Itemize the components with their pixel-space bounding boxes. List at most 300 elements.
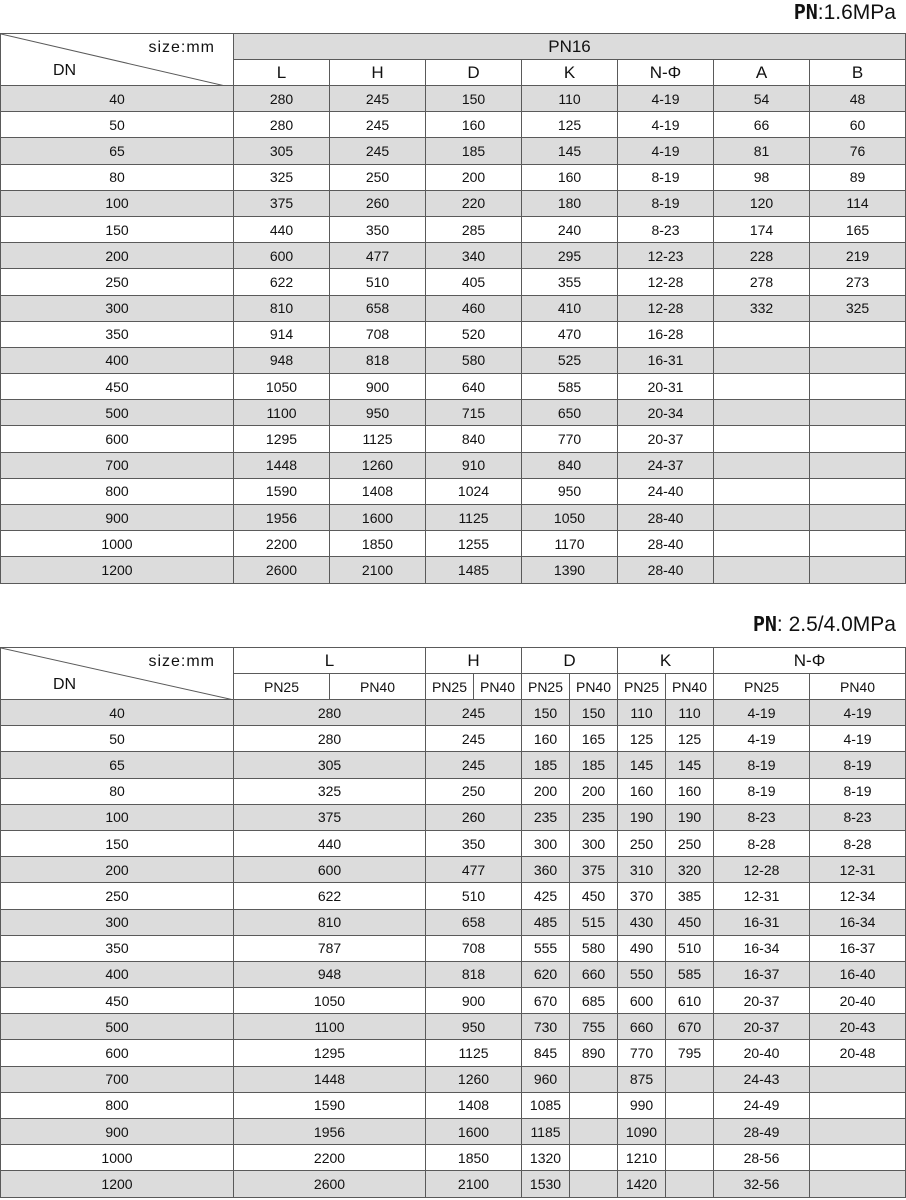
value-cell: 110: [666, 700, 714, 726]
value-cell: 24-40: [618, 478, 714, 504]
table-row: [1, 830, 906, 856]
value-cell: 16-34: [714, 935, 810, 961]
value-cell: [714, 531, 810, 557]
value-cell: 585: [522, 374, 618, 400]
dn-cell: 1000: [1, 531, 234, 557]
dn-cell: 700: [1, 452, 234, 478]
value-cell: 273: [810, 269, 906, 295]
value-cell: 250: [426, 778, 522, 804]
table-row: [1, 1145, 906, 1171]
table-row: [1, 1040, 906, 1066]
value-cell: [666, 1145, 714, 1171]
value-cell: 8-28: [810, 830, 906, 856]
table-row: [1, 138, 906, 164]
value-cell: 185: [570, 752, 618, 778]
table-row: [1, 426, 906, 452]
table-row: [1, 478, 906, 504]
value-cell: 900: [330, 374, 426, 400]
value-cell: 622: [234, 883, 426, 909]
value-cell: 1956: [234, 1119, 426, 1145]
dn-cell: 600: [1, 1040, 234, 1066]
value-cell: [666, 1066, 714, 1092]
value-cell: 430: [618, 909, 666, 935]
value-cell: [666, 1119, 714, 1145]
value-cell: 585: [666, 961, 714, 987]
table-row: [1, 400, 906, 426]
table-row: [1, 531, 906, 557]
value-cell: 4-19: [810, 700, 906, 726]
pn-label: PN: [752, 612, 777, 636]
dn-label: DN: [53, 676, 77, 693]
value-cell: 787: [234, 935, 426, 961]
column-header: L: [234, 648, 426, 674]
value-cell: 165: [570, 726, 618, 752]
dn-cell: 80: [1, 778, 234, 804]
table-row: [1, 1171, 906, 1197]
value-cell: 340: [426, 243, 522, 269]
table-row: [1, 726, 906, 752]
value-cell: 285: [426, 216, 522, 242]
value-cell: 1850: [330, 531, 426, 557]
value-cell: 4-19: [714, 700, 810, 726]
value-cell: 160: [426, 112, 522, 138]
dn-cell: 40: [1, 86, 234, 112]
table-row: [1, 883, 906, 909]
value-cell: 4-19: [810, 726, 906, 752]
value-cell: [714, 505, 810, 531]
dn-cell: 1200: [1, 1171, 234, 1197]
value-cell: 250: [666, 830, 714, 856]
value-cell: 16-37: [714, 961, 810, 987]
value-cell: 477: [330, 243, 426, 269]
sub-column-header: PN40: [570, 674, 618, 700]
table-row: [1, 909, 906, 935]
value-cell: 220: [426, 190, 522, 216]
dn-cell: 50: [1, 726, 234, 752]
table-row: [1, 804, 906, 830]
value-cell: 280: [234, 726, 426, 752]
value-cell: 685: [570, 988, 618, 1014]
table-row: [1, 935, 906, 961]
value-cell: 1590: [234, 478, 330, 504]
table-row: [1, 961, 906, 987]
value-cell: 1600: [426, 1119, 522, 1145]
sub-column-header: PN40: [330, 674, 426, 700]
table-row: [1, 700, 906, 726]
value-cell: 845: [522, 1040, 570, 1066]
value-cell: 24-37: [618, 452, 714, 478]
value-cell: 160: [522, 164, 618, 190]
value-cell: 755: [570, 1014, 618, 1040]
value-cell: 1260: [330, 452, 426, 478]
value-cell: 1024: [426, 478, 522, 504]
value-cell: 8-19: [618, 190, 714, 216]
value-cell: 948: [234, 347, 330, 373]
value-cell: 89: [810, 164, 906, 190]
value-cell: 66: [714, 112, 810, 138]
value-cell: 120: [714, 190, 810, 216]
value-cell: 28-56: [714, 1145, 810, 1171]
table-row: [1, 1014, 906, 1040]
table-row: [1, 374, 906, 400]
value-cell: 245: [426, 726, 522, 752]
value-cell: [810, 347, 906, 373]
value-cell: [810, 1092, 906, 1118]
value-cell: 12-28: [714, 857, 810, 883]
dn-cell: 300: [1, 909, 234, 935]
value-cell: 325: [234, 778, 426, 804]
value-cell: [570, 1066, 618, 1092]
sub-column-header: PN40: [666, 674, 714, 700]
value-cell: 405: [426, 269, 522, 295]
value-cell: 98: [714, 164, 810, 190]
value-cell: 1590: [234, 1092, 426, 1118]
value-cell: 610: [666, 988, 714, 1014]
value-cell: 114: [810, 190, 906, 216]
value-cell: 525: [522, 347, 618, 373]
pn-label: PN: [793, 0, 818, 24]
value-cell: 360: [522, 857, 570, 883]
value-cell: [714, 452, 810, 478]
value-cell: 1448: [234, 452, 330, 478]
column-header: N-Φ: [714, 648, 906, 674]
value-cell: 320: [666, 857, 714, 883]
value-cell: 730: [522, 1014, 570, 1040]
value-cell: [810, 400, 906, 426]
value-cell: 1295: [234, 426, 330, 452]
dn-cell: 100: [1, 804, 234, 830]
value-cell: 8-23: [618, 216, 714, 242]
value-cell: 818: [426, 961, 522, 987]
table-row: [1, 557, 906, 583]
value-cell: 660: [570, 961, 618, 987]
value-cell: 670: [666, 1014, 714, 1040]
pn-value: :1.6MPa: [817, 1, 896, 24]
value-cell: 900: [426, 988, 522, 1014]
value-cell: 280: [234, 700, 426, 726]
value-cell: 300: [522, 830, 570, 856]
value-cell: 490: [618, 935, 666, 961]
value-cell: [714, 321, 810, 347]
dn-cell: 40: [1, 700, 234, 726]
value-cell: 250: [618, 830, 666, 856]
value-cell: 20-37: [714, 1014, 810, 1040]
value-cell: 650: [522, 400, 618, 426]
value-cell: 310: [618, 857, 666, 883]
value-cell: [810, 531, 906, 557]
dn-cell: 80: [1, 164, 234, 190]
value-cell: 1320: [522, 1145, 570, 1171]
value-cell: 200: [426, 164, 522, 190]
value-cell: 8-19: [714, 778, 810, 804]
value-cell: 948: [234, 961, 426, 987]
table-row: [1, 295, 906, 321]
dn-cell: 900: [1, 505, 234, 531]
table-row: [1, 216, 906, 242]
sub-column-header: PN25: [714, 674, 810, 700]
value-cell: 145: [522, 138, 618, 164]
value-cell: 580: [570, 935, 618, 961]
value-cell: 600: [234, 857, 426, 883]
value-cell: 2600: [234, 557, 330, 583]
value-cell: 48: [810, 86, 906, 112]
dn-cell: 300: [1, 295, 234, 321]
dn-cell: 250: [1, 269, 234, 295]
value-cell: 8-19: [810, 752, 906, 778]
dn-cell: 350: [1, 935, 234, 961]
value-cell: 28-40: [618, 557, 714, 583]
dn-cell: 200: [1, 857, 234, 883]
value-cell: 1210: [618, 1145, 666, 1171]
column-header: D: [522, 648, 618, 674]
value-cell: 160: [618, 778, 666, 804]
column-header-row: [1, 648, 906, 674]
dn-cell: 150: [1, 830, 234, 856]
corner-header: [1, 648, 234, 700]
value-cell: 4-19: [618, 138, 714, 164]
value-cell: 125: [666, 726, 714, 752]
value-cell: 16-40: [810, 961, 906, 987]
value-cell: 305: [234, 138, 330, 164]
value-cell: 810: [234, 909, 426, 935]
column-header: L: [234, 60, 330, 86]
spec-table-pn16: [0, 33, 906, 584]
value-cell: 190: [618, 804, 666, 830]
value-cell: 600: [234, 243, 330, 269]
dn-cell: 700: [1, 1066, 234, 1092]
value-cell: 515: [570, 909, 618, 935]
dn-cell: 100: [1, 190, 234, 216]
sub-column-header: PN25: [522, 674, 570, 700]
value-cell: 8-28: [714, 830, 810, 856]
dn-cell: 800: [1, 1092, 234, 1118]
value-cell: 20-37: [618, 426, 714, 452]
value-cell: 1100: [234, 1014, 426, 1040]
value-cell: [714, 478, 810, 504]
column-header: B: [810, 60, 906, 86]
value-cell: 840: [426, 426, 522, 452]
sub-column-header: PN40: [810, 674, 906, 700]
value-cell: 520: [426, 321, 522, 347]
value-cell: 1050: [522, 505, 618, 531]
value-cell: 200: [522, 778, 570, 804]
value-cell: 28-40: [618, 505, 714, 531]
value-cell: 1600: [330, 505, 426, 531]
value-cell: [810, 374, 906, 400]
value-cell: 840: [522, 452, 618, 478]
value-cell: 12-28: [618, 269, 714, 295]
value-cell: 20-37: [714, 988, 810, 1014]
value-cell: 1420: [618, 1171, 666, 1197]
value-cell: 1408: [426, 1092, 522, 1118]
dn-cell: 450: [1, 988, 234, 1014]
table-row: [1, 1066, 906, 1092]
value-cell: [810, 452, 906, 478]
value-cell: 280: [234, 112, 330, 138]
column-header: K: [522, 60, 618, 86]
table-row: [1, 857, 906, 883]
value-cell: 16-31: [714, 909, 810, 935]
value-cell: 470: [522, 321, 618, 347]
table-row: [1, 190, 906, 216]
value-cell: 622: [234, 269, 330, 295]
value-cell: 2100: [330, 557, 426, 583]
sub-column-header: PN25: [426, 674, 474, 700]
value-cell: 440: [234, 830, 426, 856]
value-cell: [810, 1066, 906, 1092]
value-cell: 250: [330, 164, 426, 190]
value-cell: [810, 321, 906, 347]
dn-cell: 65: [1, 752, 234, 778]
value-cell: 4-19: [618, 112, 714, 138]
value-cell: 1125: [426, 1040, 522, 1066]
dn-cell: 500: [1, 1014, 234, 1040]
table-row: [1, 269, 906, 295]
value-cell: 1390: [522, 557, 618, 583]
value-cell: 1125: [426, 505, 522, 531]
value-cell: 185: [426, 138, 522, 164]
value-cell: 658: [426, 909, 522, 935]
table-row: [1, 164, 906, 190]
value-cell: 950: [330, 400, 426, 426]
value-cell: 300: [570, 830, 618, 856]
dn-cell: 450: [1, 374, 234, 400]
value-cell: 950: [426, 1014, 522, 1040]
value-cell: 1050: [234, 988, 426, 1014]
value-cell: 110: [522, 86, 618, 112]
size-unit-label: size:mm: [148, 653, 215, 670]
pn-title-2: [753, 612, 896, 637]
value-cell: 16-37: [810, 935, 906, 961]
value-cell: 12-28: [618, 295, 714, 321]
value-cell: 12-31: [714, 883, 810, 909]
value-cell: 708: [426, 935, 522, 961]
value-cell: [810, 1119, 906, 1145]
dn-cell: 900: [1, 1119, 234, 1145]
value-cell: 280: [234, 86, 330, 112]
value-cell: 990: [618, 1092, 666, 1118]
value-cell: 150: [570, 700, 618, 726]
sub-column-header: PN25: [234, 674, 330, 700]
value-cell: 770: [618, 1040, 666, 1066]
value-cell: 460: [426, 295, 522, 321]
value-cell: 125: [522, 112, 618, 138]
value-cell: 2100: [426, 1171, 522, 1197]
dn-cell: 400: [1, 347, 234, 373]
value-cell: 375: [234, 804, 426, 830]
value-cell: 20-34: [618, 400, 714, 426]
value-cell: 485: [522, 909, 570, 935]
value-cell: 450: [666, 909, 714, 935]
value-cell: 960: [522, 1066, 570, 1092]
table-row: [1, 778, 906, 804]
dn-cell: 800: [1, 478, 234, 504]
value-cell: 12-23: [618, 243, 714, 269]
value-cell: 600: [618, 988, 666, 1014]
value-cell: 332: [714, 295, 810, 321]
spec-table-pn25-pn40: [0, 647, 906, 1198]
sub-column-header: PN40: [474, 674, 522, 700]
value-cell: 4-19: [618, 86, 714, 112]
value-cell: 8-19: [714, 752, 810, 778]
value-cell: 890: [570, 1040, 618, 1066]
value-cell: [570, 1171, 618, 1197]
value-cell: 8-19: [810, 778, 906, 804]
value-cell: 708: [330, 321, 426, 347]
value-cell: 245: [330, 86, 426, 112]
value-cell: 12-31: [810, 857, 906, 883]
dn-cell: 1200: [1, 557, 234, 583]
value-cell: 770: [522, 426, 618, 452]
value-cell: 54: [714, 86, 810, 112]
table-row: [1, 86, 906, 112]
value-cell: 350: [330, 216, 426, 242]
value-cell: 20-43: [810, 1014, 906, 1040]
value-cell: 240: [522, 216, 618, 242]
value-cell: 245: [426, 752, 522, 778]
value-cell: 160: [522, 726, 570, 752]
pn-value: : 2.5/4.0MPa: [776, 613, 896, 636]
value-cell: 20-31: [618, 374, 714, 400]
value-cell: 219: [810, 243, 906, 269]
value-cell: 145: [666, 752, 714, 778]
value-cell: 1485: [426, 557, 522, 583]
value-cell: 660: [618, 1014, 666, 1040]
value-cell: 914: [234, 321, 330, 347]
value-cell: 125: [618, 726, 666, 752]
value-cell: 180: [522, 190, 618, 216]
value-cell: 200: [570, 778, 618, 804]
value-cell: 410: [522, 295, 618, 321]
column-header: N-Φ: [618, 60, 714, 86]
value-cell: 8-23: [714, 804, 810, 830]
value-cell: 1530: [522, 1171, 570, 1197]
dn-cell: 500: [1, 400, 234, 426]
value-cell: 245: [426, 700, 522, 726]
table-row: [1, 752, 906, 778]
size-unit-label: size:mm: [148, 39, 215, 56]
value-cell: 165: [810, 216, 906, 242]
value-cell: 174: [714, 216, 810, 242]
value-cell: 260: [330, 190, 426, 216]
value-cell: 818: [330, 347, 426, 373]
value-cell: 350: [426, 830, 522, 856]
dn-cell: 50: [1, 112, 234, 138]
value-cell: 875: [618, 1066, 666, 1092]
value-cell: 1090: [618, 1119, 666, 1145]
table-row: [1, 988, 906, 1014]
value-cell: 185: [522, 752, 570, 778]
value-cell: 245: [330, 138, 426, 164]
sub-column-header: PN25: [618, 674, 666, 700]
value-cell: 477: [426, 857, 522, 883]
value-cell: [810, 557, 906, 583]
value-cell: 910: [426, 452, 522, 478]
value-cell: 1255: [426, 531, 522, 557]
value-cell: [714, 400, 810, 426]
value-cell: 145: [618, 752, 666, 778]
value-cell: 715: [426, 400, 522, 426]
value-cell: 1050: [234, 374, 330, 400]
table-row: [1, 321, 906, 347]
value-cell: 510: [426, 883, 522, 909]
value-cell: 1448: [234, 1066, 426, 1092]
dn-cell: 200: [1, 243, 234, 269]
value-cell: 510: [330, 269, 426, 295]
pn16-group-header: PN16: [234, 34, 906, 60]
value-cell: [666, 1171, 714, 1197]
value-cell: 16-31: [618, 347, 714, 373]
